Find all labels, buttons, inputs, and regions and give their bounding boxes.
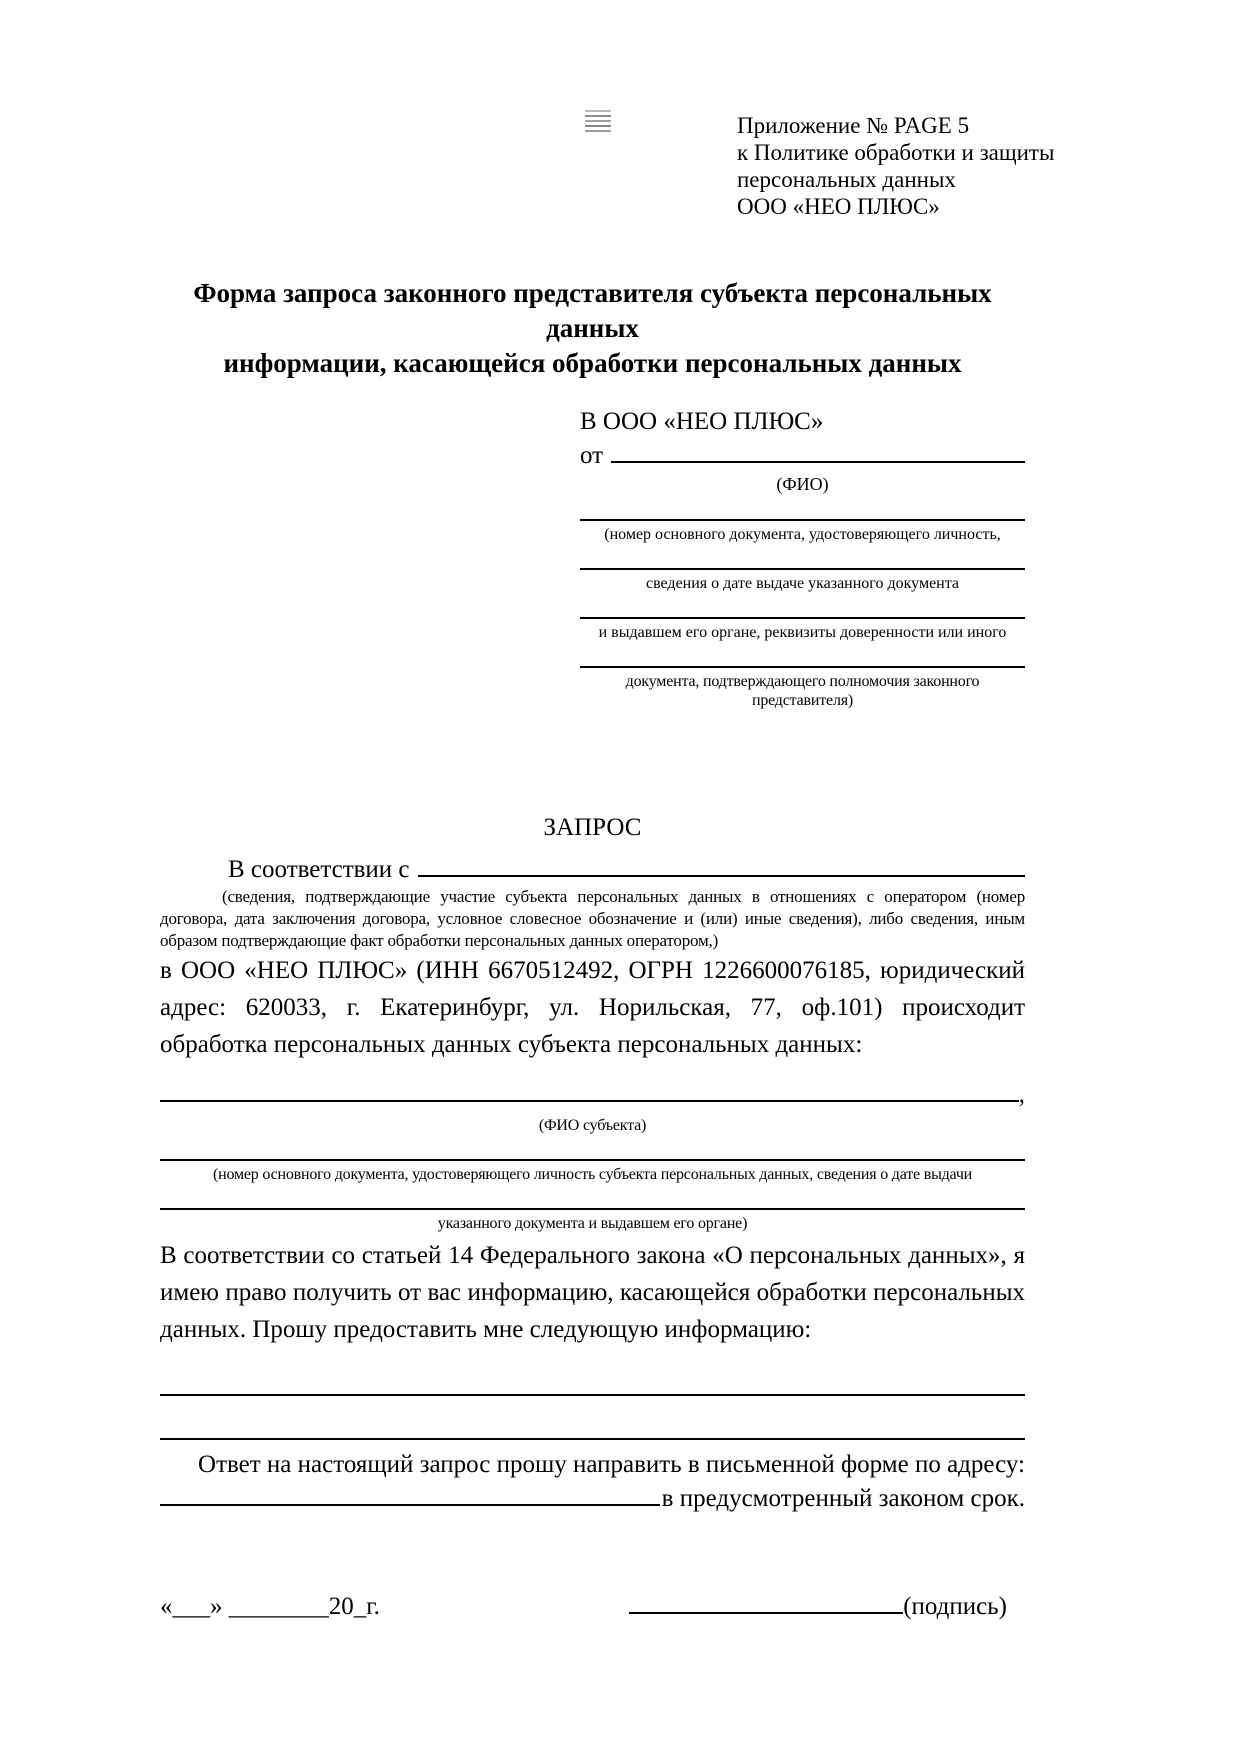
fill-line-issuing-authority — [580, 617, 1025, 619]
from-line — [580, 438, 1025, 472]
signature-fill-line — [629, 1589, 903, 1614]
fill-group-authority-document — [580, 666, 1025, 710]
document-title — [160, 276, 1025, 381]
page-header — [160, 108, 1055, 228]
address-fill-line — [160, 1481, 660, 1506]
signature-group — [629, 1589, 1007, 1625]
appendix-header — [737, 112, 1054, 220]
request-heading: ЗАПРОС — [543, 814, 642, 841]
answer-request-line: Ответ на настоящий запрос прошу направить в письменной форме по адресу: — [198, 1450, 1025, 1478]
caption-fio: (ФИО) — [776, 474, 829, 494]
appendix-company: ООО «НЕО ПЛЮС» — [737, 194, 940, 219]
fill-group-document-number — [580, 519, 1025, 544]
fill-line-issue-date — [580, 568, 1025, 570]
from-label: от — [580, 442, 604, 469]
caption-subject-fio: (ФИО субъекта) — [538, 1116, 647, 1134]
fill-group-issuing-authority — [580, 617, 1025, 642]
appendix-policy-line1: к Политике обработки и защиты — [737, 140, 1055, 165]
caption-subject-document: (номер основного документа, удостоверяющего личность субъекта персональных данных, сведения о дате выдачи — [212, 1165, 973, 1183]
answer-address-line — [160, 1481, 1025, 1515]
caption-document-number: (номер основного документа, удостоверяющего личность, — [604, 526, 1001, 543]
accordance-label: В соответствии с — [228, 856, 410, 884]
operator-paragraph: в ООО «НЕО ПЛЮС» (ИНН 6670512492, ОГРН 1226600076185, юридический адрес: 620033, г. Екатеринбург, ул. Норильская, 77, оф.101) происходит обработка персональных данных субъекта персональных данных: — [160, 957, 1025, 1059]
addressee-company: В ООО «НЕО ПЛЮС» — [580, 408, 824, 435]
trailing-comma: , — [1018, 1081, 1025, 1109]
law-paragraph: В соответствии со статьей 14 Федерального закона «О персональных данных», я имею право получить от вас информацию, касающейся обработки персональных данных. Прошу предоставить мне следующую информацию: — [160, 1241, 1025, 1343]
caption-issue-date: сведения о дате выдаче указанного документа — [645, 575, 960, 592]
signature-row — [160, 1589, 1025, 1625]
fill-group-subject-authority — [160, 1208, 1025, 1233]
embedded-object-icon — [585, 110, 611, 136]
fill-line-authority-document — [580, 666, 1025, 668]
appendix-policy-line2: персональных данных — [737, 167, 956, 192]
accordance-line — [160, 852, 1025, 886]
accordance-fill-line — [418, 852, 1025, 877]
from-fill-line — [611, 438, 1025, 463]
answer-deadline-text: в предусмотренный законом срок. — [661, 1484, 1025, 1512]
fill-line-subject-document — [160, 1159, 1025, 1161]
fill-line-document-number — [580, 519, 1025, 521]
fill-group-issue-date — [580, 568, 1025, 593]
fine-print-note: (сведения, подтверждающие участие субъекта персональных данных в отношениях с оператором (номер договора, дата заключения договора, условное словесное обозначение и (или) иные сведения), либо сведения, иным образом подтверждающие факт обработки персональных данных оператором,) — [160, 887, 1025, 951]
caption-subject-authority: указанного документа и выдавшем его органе) — [437, 1214, 748, 1232]
caption-issuing-authority: и выдавшем его органе, реквизиты доверенности или иного — [598, 624, 1007, 641]
subject-fio-line — [160, 1077, 1025, 1113]
appendix-number: Приложение № PAGE 5 — [737, 113, 970, 138]
subject-fio-fill-line — [160, 1077, 1019, 1102]
blank-fill-line-2 — [160, 1438, 1025, 1440]
signature-label: (подпись) — [903, 1592, 1007, 1620]
document-title-line1: Форма запроса законного представителя субъекта персональных данных — [193, 278, 992, 343]
fill-line-subject-authority — [160, 1208, 1025, 1210]
addressee-block — [580, 405, 1025, 710]
caption-authority-document: документа, подтверждающего полномочия законного представителя) — [625, 673, 980, 709]
fill-group-subject-document — [160, 1159, 1025, 1184]
blank-fill-line-1 — [160, 1394, 1025, 1396]
date-line: «___» ________20_г. — [160, 1592, 380, 1620]
document-title-line2: информации, касающейся обработки персональных данных — [223, 348, 962, 378]
